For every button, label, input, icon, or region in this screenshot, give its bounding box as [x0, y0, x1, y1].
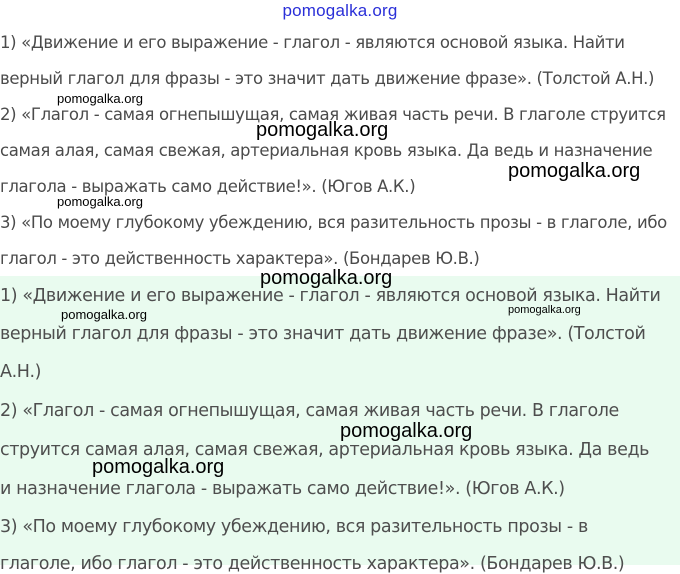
- text-line: 3) «По моему глубокому убеждению, вся разительность прозы - в глаголе, ибо: [0, 213, 667, 232]
- text-line: 1) «Движение и его выражение - глагол - являются основой языка. Найти: [0, 33, 625, 52]
- text-line: 2) «Глагол - самая огнепышущая, самая живая часть речи. В глаголе: [0, 401, 619, 421]
- text-line: самая алая, самая свежая, артериальная кровь языка. Да ведь и назначение: [0, 141, 653, 160]
- text-line: струится самая алая, самая свежая, артериальная кровь языка. Да ведь: [0, 440, 650, 460]
- watermark: pomogalka.org: [340, 420, 473, 442]
- text-line: глаголе, ибо глагол - это действенность характера». (Бондарев Ю.В.): [0, 554, 625, 574]
- watermark: pomogalka.org: [57, 194, 143, 209]
- text-line: глагол - это действенность характера». (Бондарев Ю.В.): [0, 249, 480, 268]
- watermark: pomogalka.org: [92, 456, 225, 478]
- watermark: pomogalka.org: [57, 91, 143, 106]
- watermark: pomogalka.org: [61, 307, 147, 322]
- text-line: 1) «Движение и его выражение - глагол - являются основой языка. Найти: [0, 286, 661, 306]
- text-line: А.Н.): [0, 362, 42, 382]
- text-line: 3) «По моему глубокому убеждению, вся разительность прозы - в: [0, 517, 588, 537]
- watermark: pomogalka.org: [256, 119, 389, 141]
- text-line: 2) «Глагол - самая огнепышущая, самая живая часть речи. В глаголе струится: [0, 105, 666, 124]
- watermark: pomogalka.org: [260, 267, 393, 289]
- watermark: pomogalka.org: [508, 304, 581, 316]
- text-line: и назначение глагола - выражать само действие!». (Югов А.К.): [0, 479, 565, 499]
- site-title[interactable]: pomogalka.org: [282, 1, 398, 20]
- text-line: верный глагол для фразы - это значит дать движение фразе». (Толстой: [0, 324, 646, 344]
- watermark: pomogalka.org: [508, 160, 641, 182]
- text-line: глагола - выражать само действие!». (Югов А.К.): [0, 177, 416, 196]
- text-line: верный глагол для фразы - это значит дать движение фразе». (Толстой А.Н.): [0, 69, 655, 88]
